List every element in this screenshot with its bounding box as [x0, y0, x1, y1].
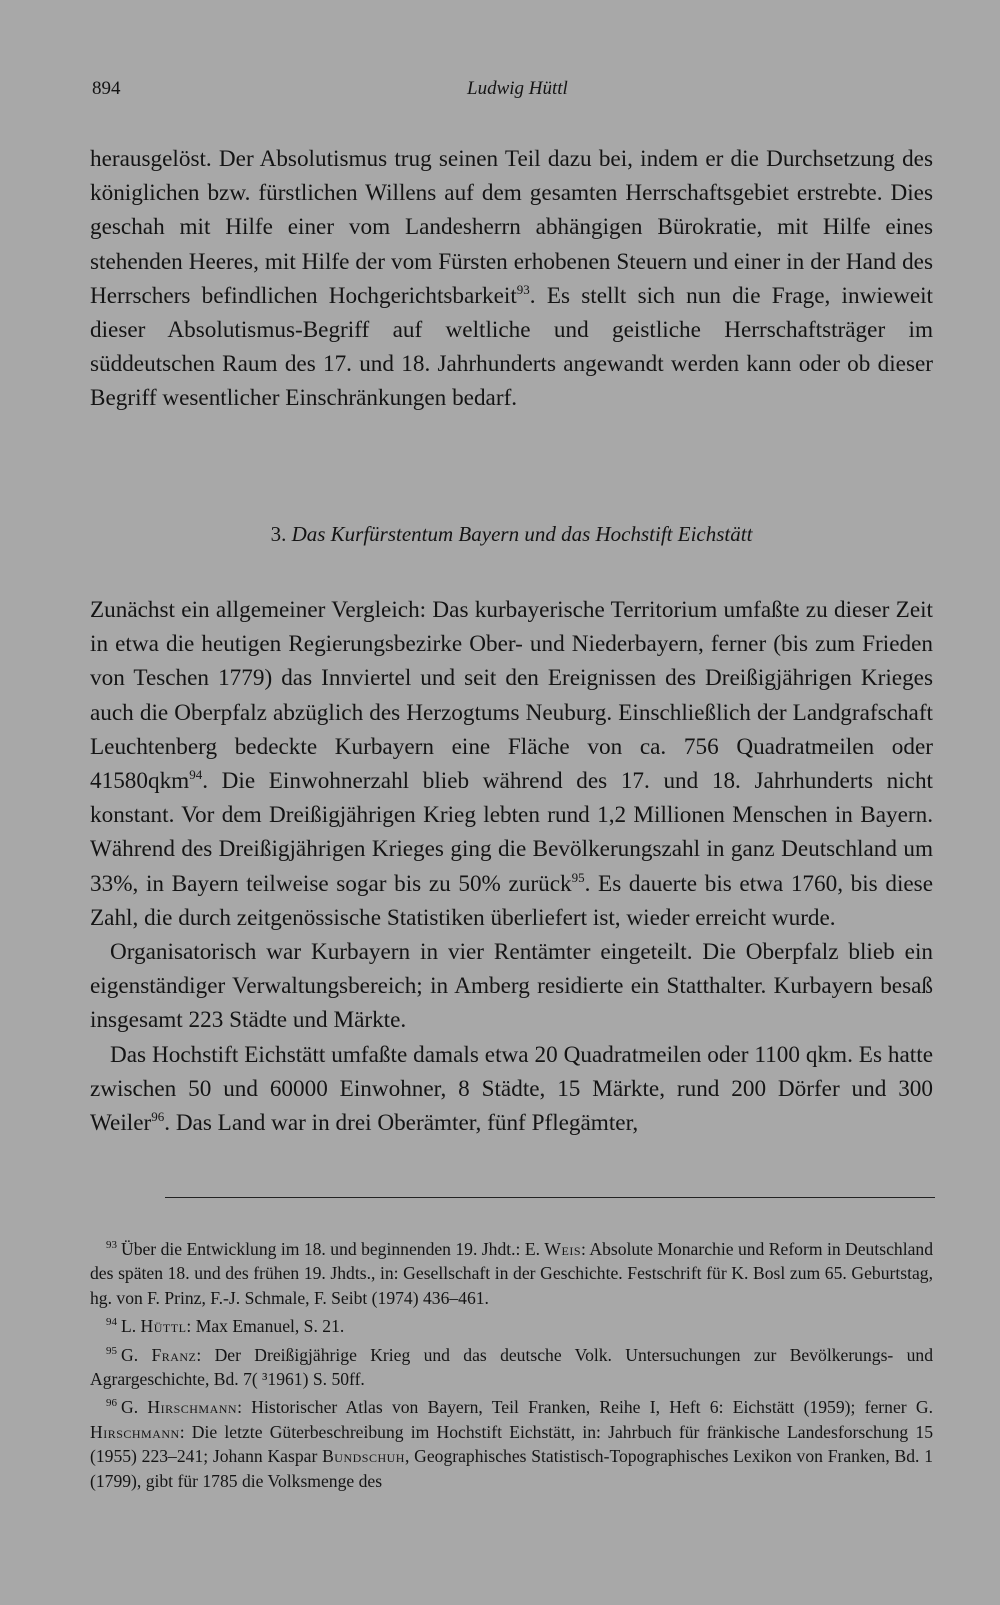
- body-text-main: [90, 593, 933, 1140]
- running-head: [92, 78, 932, 106]
- footnote-number: 94: [106, 1316, 117, 1329]
- section-heading: [90, 522, 933, 547]
- paragraph-text: . Die Einwohnerzahl blieb während des 17. und 18. Jahrhunderts nicht konstant. Vor dem Dreißigjährigen Krieg lebten rund 1,2 Millionen Menschen in Bayern. Während des Dreißigjährigen Krieges ging die Bevölkerungszahl in ganz Deutschland um 33%, in Bayern teilweise sogar bis zu 50% zurück: [90, 768, 933, 897]
- author-name: Franz: [151, 1344, 197, 1365]
- paragraph-text: Das Hochstift Eichstätt umfaßte damals etwa 20 Quadratmeilen oder 1100 qkm. Es hatte zwischen 50 und 60000 Einwohner, 8 Städte, 15 Märkte, rund 200 Dörfer und 300 Weiler: [90, 1041, 933, 1137]
- author-name: Hirschmann: [147, 1397, 238, 1418]
- footnote-text: G.: [121, 1397, 148, 1418]
- page-number: 894: [92, 78, 121, 99]
- footnote-text: : Absolute Monarchie und Reform in Deutschland des späten 18. und des frühen 19. Jhdts., in: Gesellschaft in der Geschichte. Festschrift für K. Bosl zum 65. Geburtstag, hg. von F. Prinz, F.-J. Schmale, F. Seibt (1974) 436–461.: [90, 1239, 933, 1308]
- paragraph: [90, 1038, 933, 1141]
- footnote-number: 95: [106, 1344, 117, 1357]
- paragraph-text: . Das Land war in drei Oberämter, fünf Pflegämter,: [164, 1110, 639, 1137]
- footnote-text: : Max Emanuel, S. 21.: [186, 1316, 345, 1337]
- footnote-text: , Geographisches Statistisch-Topographisches Lexikon von Franken, Bd. 1 (1799), gibt für 1785 die Volksmenge des: [90, 1446, 933, 1491]
- paragraph-text: . Es dauerte bis etwa 1760, bis diese Zahl, die durch zeitgenössische Statistiken überliefert ist, wieder erreicht wurde.: [90, 870, 933, 931]
- author-name: Bundschuh: [322, 1446, 405, 1467]
- paragraph: [90, 142, 933, 416]
- footnote: [90, 1314, 933, 1338]
- footnote-text: : Die letzte Güterbeschreibung im Hochstift Eichstätt, in: Jahrbuch für fränkische Landesforschung 15 (1955) 223–241; Johann Kaspar: [90, 1421, 933, 1467]
- footnote-text: G.: [121, 1344, 152, 1365]
- author-name: Hirschmann: [90, 1421, 180, 1442]
- footnote-text: L.: [121, 1316, 141, 1337]
- body-text-intro: [90, 142, 933, 416]
- footnotes: [90, 1237, 933, 1497]
- paragraph-text: . Es stellt sich nun die Frage, inwieweit dieser Absolutismus-Begriff auf weltliche und geistliche Herrschaftsträger im süddeutschen Raum des 17. und 18. Jahrhunderts angewandt werden kann oder ob dieser Begriff wesentlicher Einschränkungen bedarf.: [90, 282, 933, 412]
- footnote-text: : Der Dreißigjährige Krieg und das deutsche Volk. Untersuchungen zur Bevölkerungs- und Agrargeschichte, Bd. 7( ³1961) S. 50ff.: [90, 1344, 933, 1390]
- paragraph: Organisatorisch war Kurbayern in vier Rentämter eingeteilt. Die Oberpfalz blieb ein eigenständiger Verwaltungsbereich; in Amberg residierte ein Statthalter. Kurbayern besaß insgesamt 223 Städte und Märkte.: [90, 939, 933, 1034]
- footnote: [90, 1343, 933, 1392]
- paragraph-text: herausgelöst. Der Absolutismus trug seinen Teil dazu bei, indem er die Durchsetzung des königlichen bzw. fürstlichen Willens auf dem gesamten Herrschaftsgebiet erstrebte. Dies geschah mit Hilfe einer vom Landesherrn abhängigen Bürokratie, mit Hilfe eines stehenden Heeres, mit Hilfe der vom Fürsten erhobenen Steuern und einer in der Hand des Herrschers befindlichen Hochgerichtsbarkeit: [90, 146, 933, 309]
- footnote-ref: 95: [571, 869, 585, 885]
- paragraph-text: Zunächst ein allgemeiner Vergleich: Das kurbayerische Territorium umfaßte zu dieser Zeit in etwa die heutigen Regierungsbezirke Ober- und Niederbayern, ferner (bis zum Frieden von Teschen 1779) das Innviertel und seit den Ereignissen des Dreißigjährigen Krieges auch die Oberpfalz abzüglich des Herzogtums Neuburg. Einschließlich der Landgrafschaft Leuchtenberg bedeckte Kurbayern eine Fläche von ca. 756 Quadratmeilen oder 41580qkm: [90, 597, 933, 795]
- footnote: [90, 1395, 933, 1493]
- author-name: Hüttl: [140, 1316, 187, 1337]
- running-head-author: Ludwig Hüttl: [467, 78, 568, 99]
- section-title: Das Kurfürstentum Bayern und das Hochstift Eichstätt: [291, 522, 753, 546]
- footnote-number: 93: [106, 1239, 117, 1251]
- section-number: 3.: [270, 522, 287, 546]
- paragraph: [90, 593, 933, 935]
- footnote-text: : Historischer Atlas von Bayern, Teil Franken, Reihe I, Heft 6: Eichstätt (1959); ferner G.: [237, 1397, 933, 1418]
- author-name: Weis: [544, 1239, 582, 1259]
- footnote-ref: 96: [151, 1109, 165, 1125]
- footnote-ref: 93: [516, 281, 530, 297]
- footnote-number: 96: [106, 1397, 117, 1410]
- footnote-ref: 94: [189, 767, 203, 783]
- footnote-text: Über die Entwicklung im 18. und beginnenden 19. Jhdt.: E.: [121, 1239, 545, 1259]
- footnote: [90, 1237, 933, 1310]
- footnote-divider: [165, 1197, 935, 1198]
